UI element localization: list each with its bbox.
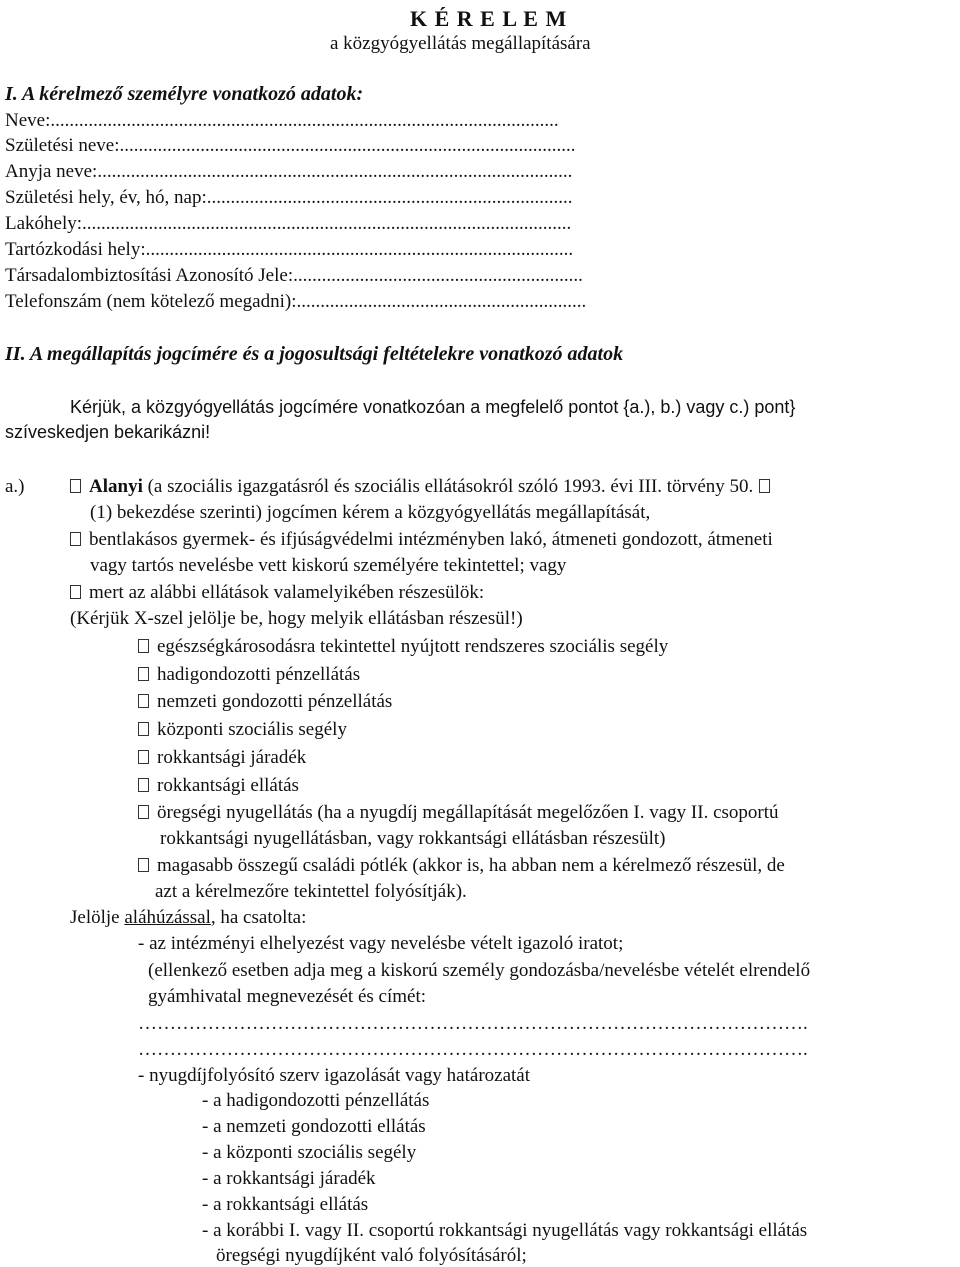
attachment-note: (ellenkező esetben adja meg a kiskorú személy gondozásba/nevelésbe vételét elrendelő — [148, 960, 811, 981]
checkbox-icon[interactable] — [138, 694, 149, 708]
attachment-subitem[interactable]: - a korábbi I. vagy II. csoportú rokkantsági nyugellátás vagy rokkantsági ellátás — [202, 1220, 808, 1241]
benefit-item[interactable]: öregségi nyugellátás (ha a nyugdíj megállapítását megelőzően I. vagy II. csoportú — [138, 803, 779, 822]
checkbox-icon[interactable] — [138, 858, 149, 872]
benefit-item[interactable]: rokkantsági ellátás — [138, 776, 299, 795]
checkbox-icon[interactable] — [70, 532, 81, 546]
field-residence[interactable]: Lakóhely:....................................................................................................... — [5, 213, 572, 234]
field-mother-name[interactable]: Anyja neve:.................................................................................................... — [5, 161, 573, 182]
checkbox-icon[interactable] — [138, 722, 149, 736]
attachment-subitem[interactable]: - a rokkantsági járadék — [202, 1168, 376, 1189]
benefit-instruction-note: (Kérjük X-szel jelölje be, hogy melyik ellátásban részesül!) — [70, 608, 523, 629]
attachment-subitem[interactable]: - a nemzeti gondozotti ellátás — [202, 1116, 426, 1137]
checkbox-icon[interactable] — [138, 639, 149, 653]
checkbox-icon[interactable] — [138, 750, 149, 764]
point-a-title — [70, 477, 778, 496]
attachment-item[interactable]: - az intézményi elhelyezést vagy nevelésbe vételt igazoló iratot; — [138, 933, 624, 954]
attachment-subitem[interactable]: - a központi szociális segély — [202, 1142, 417, 1163]
attachment-note: gyámhivatal megnevezését és címét: — [148, 986, 427, 1007]
option-benefit-recipient[interactable]: mert az alábbi ellátások valamelyikében részesülök: — [70, 583, 484, 602]
field-temporary-address[interactable]: Tartózkodási hely:.......................................................................................... — [5, 239, 574, 260]
section-1-heading: I. A kérelmező személyre vonatkozó adatok: — [5, 83, 364, 105]
section-2-heading: II. A megállapítás jogcímére és a jogosultsági feltételekre vonatkozó adatok — [5, 343, 624, 365]
instruction-line-2: szíveskedjen bekarikázni! — [5, 422, 211, 442]
checkbox-icon[interactable] — [138, 778, 149, 792]
document-subtitle: a közgyógyellátás megállapítására — [330, 33, 591, 54]
checkbox-icon[interactable] — [138, 667, 149, 681]
alanyi-label: Alanyi — [89, 476, 143, 497]
alanyi-law-reference: (a szociális igazgatásról és szociális ellátásokról szóló 1993. évi III. törvény 50. — [142, 476, 754, 497]
benefit-item[interactable]: hadigondozotti pénzellátás — [138, 665, 360, 684]
attachments-intro: Jelölje aláhúzással, ha csatolta: — [70, 907, 307, 928]
benefit-item[interactable]: magasabb összegű családi pótlék (akkor is, ha abban nem a kérelmező részesül, de — [138, 856, 785, 875]
benefit-item[interactable]: egészségkárosodásra tekintettel nyújtott rendszeres szociális segély — [138, 637, 668, 656]
field-name[interactable]: Neve:........................................................................................................... — [5, 110, 559, 131]
guardianship-office-field[interactable]: ……………………………………………………………………………………………. — [138, 1039, 808, 1060]
attachment-subitem-continuation: öregségi nyugdíjként való folyósításáról; — [216, 1245, 527, 1266]
benefit-item[interactable]: központi szociális segély — [138, 720, 347, 739]
point-a-title-line-2: (1) bekezdése szerinti) jogcímen kérem a közgyógyellátás megállapítását, — [90, 502, 651, 523]
point-a-marker[interactable]: a.) — [5, 476, 25, 497]
checkbox-icon[interactable] — [138, 805, 149, 819]
checkbox-icon[interactable] — [70, 479, 81, 493]
checkbox-icon[interactable] — [70, 585, 81, 599]
checkbox-icon — [759, 479, 770, 493]
field-birth-name[interactable]: Születési neve:................................................................................................ — [5, 135, 576, 156]
option-residential-child-line-2: vagy tartós nevelésbe vett kiskorú személyére tekintettel; vagy — [90, 555, 567, 576]
guardianship-office-field[interactable]: ……………………………………………………………………………………………. — [138, 1013, 808, 1034]
document-title: K É R E L E M — [410, 6, 568, 31]
option-residential-child[interactable]: bentlakásos gyermek- és ifjúságvédelmi intézményben lakó, átmeneti gondozott, átmeneti — [70, 530, 773, 549]
field-phone[interactable]: Telefonszám (nem kötelező megadni):............................................................. — [5, 291, 587, 312]
instruction-line-1: Kérjük, a közgyógyellátás jogcímére vonatkozóan a megfelelő pontot {a.), b.) vagy c.) pont} — [70, 397, 796, 417]
field-birth-place-date[interactable]: Születési hely, év, hó, nap:............................................................................. — [5, 187, 573, 208]
attachment-subitem[interactable]: - a hadigondozotti pénzellátás — [202, 1090, 430, 1111]
benefit-item[interactable]: rokkantsági járadék — [138, 748, 306, 767]
benefit-item-continuation: rokkantsági nyugellátásban, vagy rokkantsági ellátásban részesült) — [160, 828, 666, 849]
underline-word: aláhúzással — [124, 907, 211, 928]
benefit-item-continuation: azt a kérelmezőre tekintettel folyósítják). — [155, 881, 467, 902]
benefit-item[interactable]: nemzeti gondozotti pénzellátás — [138, 692, 392, 711]
attachment-item[interactable]: - nyugdíjfolyósító szerv igazolását vagy határozatát — [138, 1065, 531, 1086]
field-social-security-number[interactable]: Társadalombiztosítási Azonosító Jele:............................................................. — [5, 265, 583, 286]
attachment-subitem[interactable]: - a rokkantsági ellátás — [202, 1194, 369, 1215]
